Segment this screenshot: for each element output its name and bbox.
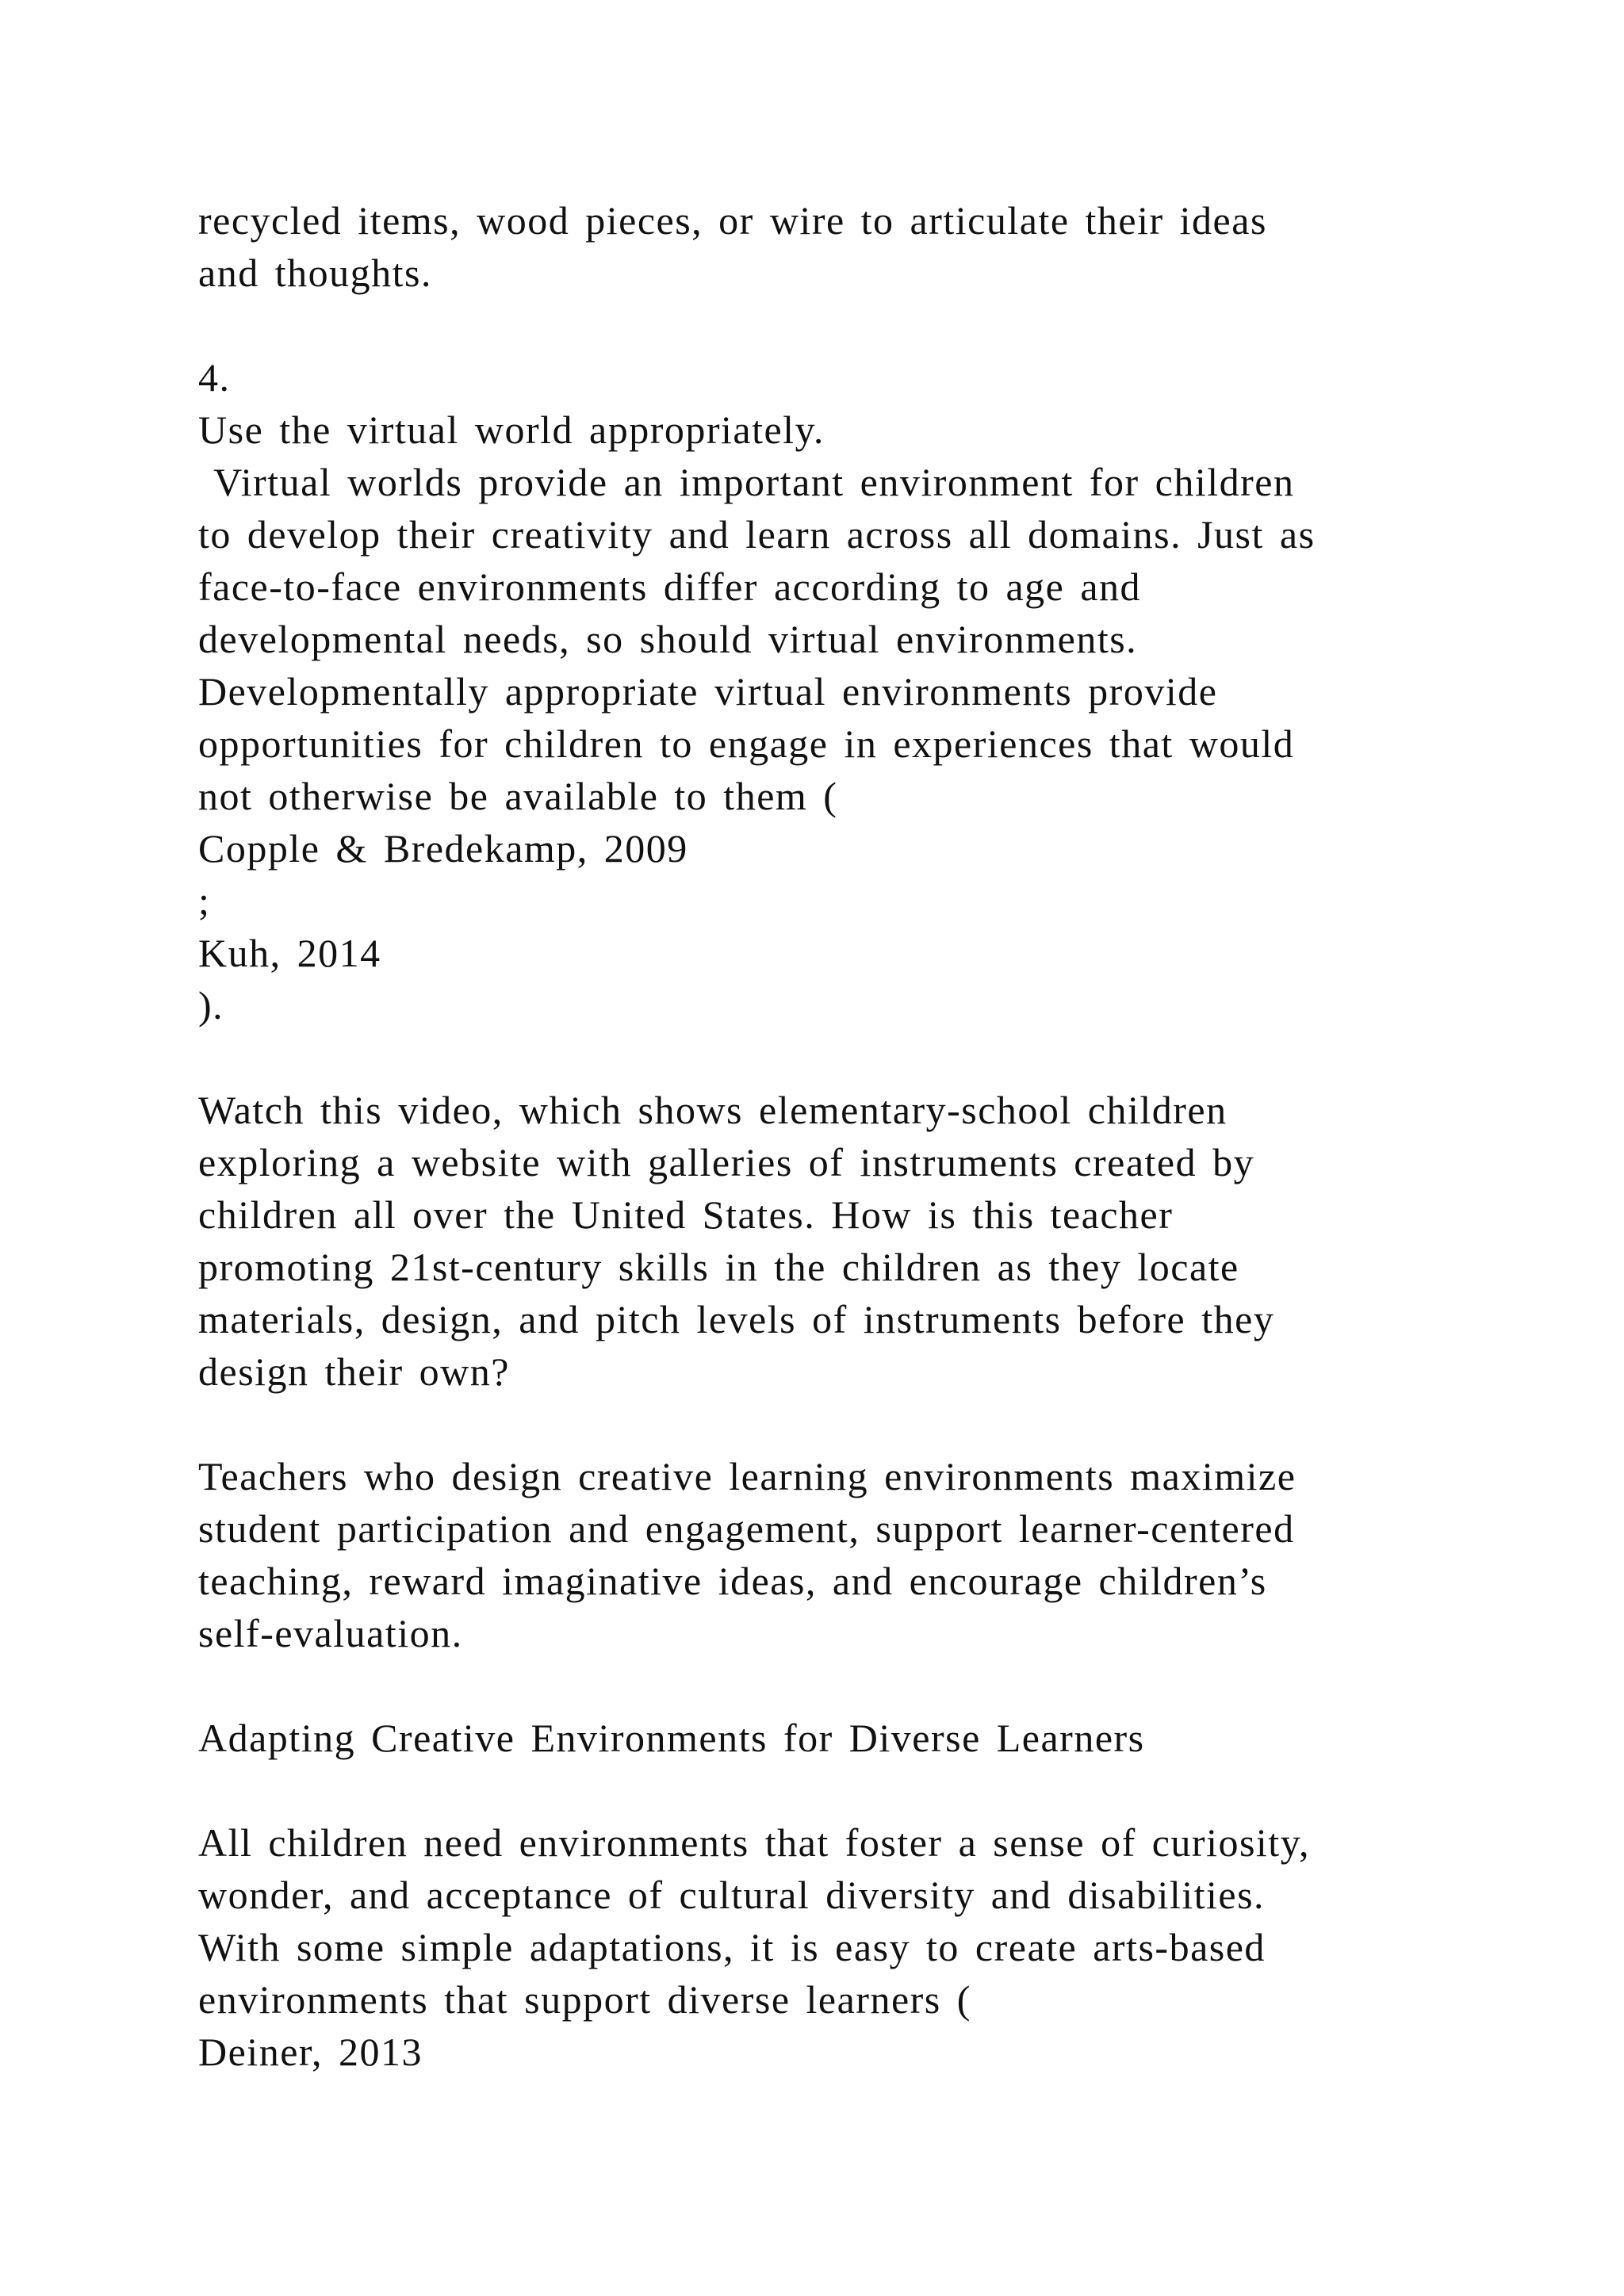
text-line: environments that support diverse learners ( [198,1977,971,2022]
text-line: teaching, reward imaginative ideas, and encourage children’s [198,1559,1267,1603]
text-line: Developmentally appropriate virtual environments provide [198,669,1218,714]
text-line: promoting 21st-century skills in the children as they locate [198,1245,1239,1289]
blank-line [198,1659,1546,1712]
text-line: children all over the United States. How is this teacher [198,1192,1174,1237]
text-line: developmental needs, so should virtual environments. [198,617,1138,661]
blank-line [198,1764,1546,1816]
text-line: face-to-face environments differ according to age and [198,564,1142,609]
text-line: Copple & Bredekamp, 2009 [198,826,688,871]
text-line: Teachers who design creative learning environments maximize [198,1454,1297,1498]
text-line: and thoughts. [198,251,432,295]
text-line: Virtual worlds provide an important environment for children [198,460,1295,504]
text-line: self-evaluation. [198,1611,463,1655]
text-line: Deiner, 2013 [198,2030,423,2074]
text-line: 4. [198,355,231,400]
body-text [198,194,1546,2078]
text-line: ). [198,983,224,1027]
text-line: recycled items, wood pieces, or wire to articulate their ideas [198,198,1267,243]
text-line: Use the virtual world appropriately. [198,408,825,452]
text-line: Kuh, 2014 [198,931,381,975]
text-line: All children need environments that foster a sense of curiosity, [198,1820,1310,1865]
text-line: to develop their creativity and learn across all domains. Just as [198,512,1316,557]
text-line: wonder, and acceptance of cultural diversity and disabilities. [198,1873,1266,1917]
text-line: not otherwise be available to them ( [198,774,838,818]
text-line: design their own? [198,1349,510,1394]
text-line: Adapting Creative Environments for Diverse Learners [198,1716,1145,1760]
text-line: With some simple adaptations, it is easy to create arts-based [198,1925,1266,1969]
text-line: student participation and engagement, support learner-centered [198,1506,1295,1551]
text-line: materials, design, and pitch levels of instruments before they [198,1297,1275,1341]
text-line: opportunities for children to engage in experiences that would [198,721,1295,766]
text-line: Watch this video, which shows elementary-school children [198,1088,1228,1132]
blank-line [198,1398,1546,1450]
blank-line [198,1031,1546,1084]
text-line: exploring a website with galleries of instruments created by [198,1140,1255,1184]
text-line: ; [198,878,211,923]
blank-line [198,299,1546,351]
